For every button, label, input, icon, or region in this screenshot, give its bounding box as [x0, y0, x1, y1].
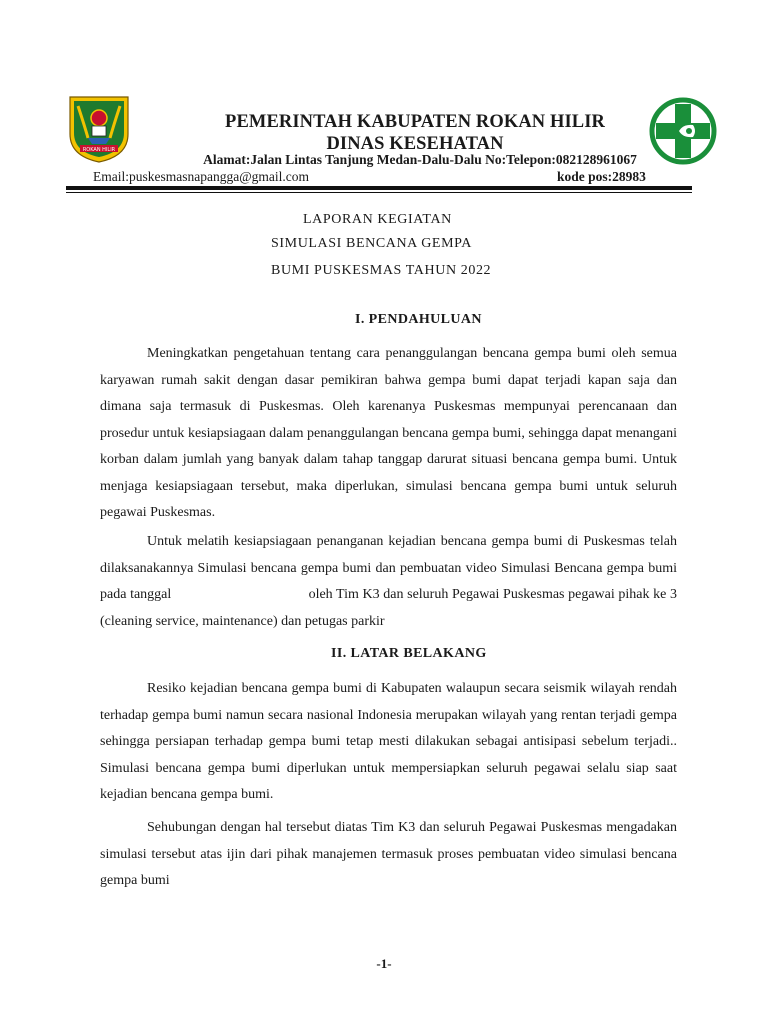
letterhead-email: Email:puskesmasnapangga@gmail.com [93, 169, 310, 184]
report-title-line-3: BUMI PUSKESMAS TAHUN 2022 [271, 263, 492, 278]
introduction-paragraph-1: Meningkatkan pengetahuan tentang cara penanggulangan bencana gempa bumi oleh semua karyawan rumah sakit dengan dasar pemikiran bahwa gempa bumi dapat terjadi kapan saja dan dimana saja termasuk di Puskesmas. Oleh karenanya Puskesmas mempunyai perencanaan dan prosedur untuk kesiapsiagaan dalam penanggulangan bencana gempa bumi, sehingga dapat menangani korban dalam jumlah yang banyak dalam tahap tanggap darurat situasi bencana gempa bumi. Untuk menjaga kesiapsiagaan tersebut, maka diperlukan, simulasi bencana gempa bumi untuk seluruh pegawai Puskesmas. [100, 346, 677, 520]
letterhead-government-title: PEMERINTAH KABUPATEN ROKAN HILIR [225, 112, 605, 132]
letterhead-divider-thick [66, 186, 692, 190]
letterhead-postal-code: kode pos:28983 [557, 169, 646, 184]
letterhead-divider-thin [66, 192, 692, 193]
section-heading-background: II. LATAR BELAKANG [331, 646, 487, 661]
background-paragraph-2: Sehubungan dengan hal tersebut diatas Tim K3 dan seluruh Pegawai Puskesmas mengadakan simulasi tersebut atas ijin dari pihak manajemen termasuk proses pembuatan video simulasi bencana gempa bumi [100, 820, 677, 888]
rokan-hilir-emblem-icon [66, 94, 132, 164]
health-cross-logo-icon [649, 94, 717, 168]
paragraph-text-before-date: Untuk melatih kesiapsiagaan penanganan kejadian bencana gempa bumi di Puskesmas telah dilaksanakannya Simulasi bencana gempa bumi dan pembuatan video Simulasi Bencana gempa bumi pada tanggal [100, 534, 677, 602]
svg-text:ROKAN HILIR: ROKAN HILIR [82, 147, 116, 153]
report-title-line-1: LAPORAN KEGIATAN [303, 212, 452, 227]
introduction-paragraph-2 [100, 529, 677, 635]
letterhead-address: Alamat:Jalan Lintas Tanjung Medan-Dalu-Dalu No:Telepon:082128961067 [203, 152, 637, 167]
report-title-line-2: SIMULASI BENCANA GEMPA [271, 236, 472, 251]
page-number: -1- [376, 956, 392, 971]
letterhead-department-title: DINAS KESEHATAN [326, 134, 504, 154]
background-paragraph-1: Resiko kejadian bencana gempa bumi di Kabupaten walaupun secara seismik wilayah rendah terhadap gempa bumi namun secara nasional Indonesia merupakan wilayah yang rentan terjadi gempa sehingga persiapan terhadap gempa bumi tetap mesti dilakukan sebagai antisipasi sebelum terjadi.. Simulasi bencana gempa bumi diperlukan untuk mempersiapkan seluruh pegawai selalu siap saat kejadian bencana gempa bumi. [100, 681, 677, 802]
paragraph-text-after-date: oleh Tim K3 dan seluruh Pegawai Puskesmas pegawai pihak ke 3 (cleaning service, maintenance) dan petugas parkir [100, 587, 678, 629]
section-heading-introduction: I. PENDAHULUAN [355, 312, 482, 327]
